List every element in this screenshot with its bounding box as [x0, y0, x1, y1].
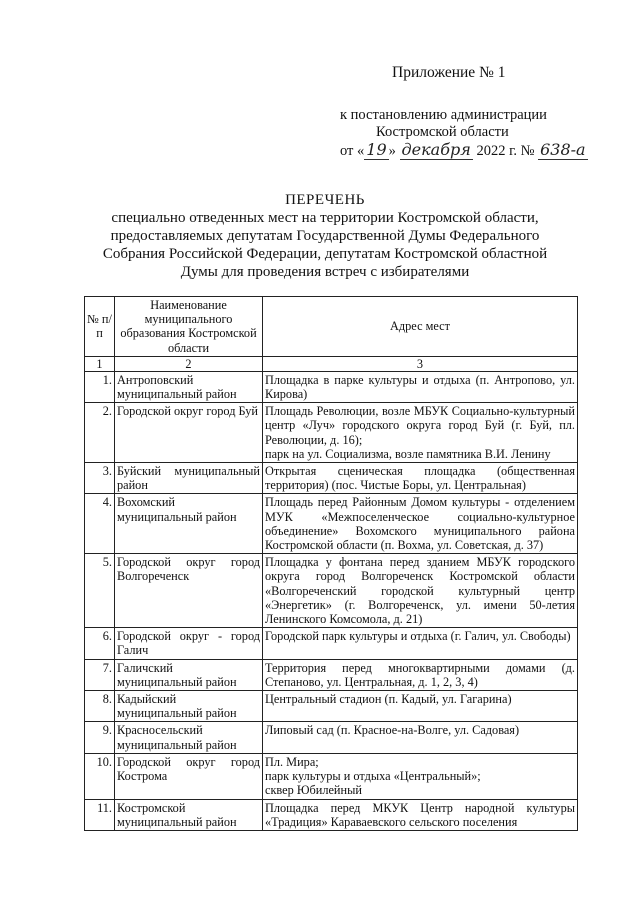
municipality-name: Кадыйский муниципальный район: [115, 691, 263, 722]
address-line: Городской парк культуры и отдыха (г. Галич, ул. Свободы): [265, 629, 571, 644]
municipality-name: Галичский муниципальный район: [115, 659, 263, 690]
address-line: Площадь Революции, возле МБУК Социально-культурный центр «Луч» городского округа город Буй (г. Буй, пл. Революции, д. 16);: [265, 404, 575, 447]
header-num: № п/п: [85, 297, 115, 357]
document-title: [90, 191, 560, 281]
address-line: сквер Юбилейный: [265, 783, 362, 798]
address-cell: [263, 628, 578, 659]
municipality-name: Городской округ город Кострома: [115, 753, 263, 799]
header-address: Адрес мест: [263, 297, 578, 357]
municipality-name: Костромской муниципальный район: [115, 799, 263, 830]
table-row: [85, 463, 578, 494]
row-number: 2.: [85, 403, 115, 463]
table-row: [85, 554, 578, 628]
decree-number-handwritten: 638-а: [540, 140, 586, 159]
index-cell: 2: [115, 356, 263, 371]
address-cell: [263, 799, 578, 830]
row-number: 8.: [85, 691, 115, 722]
row-number: 10.: [85, 753, 115, 799]
table-row: [85, 722, 578, 753]
row-number: 7.: [85, 659, 115, 690]
address-line: Площадка перед МКУК Центр народной культуры «Традиция» Караваевского сельского поселения: [265, 800, 575, 829]
appendix-label: Приложение № 1: [392, 64, 506, 81]
address-line: Открытая сценическая площадка (общественная территория) (пос. Чистые Боры, ул. Центральная): [265, 464, 575, 493]
decree-line-2: Костромской области: [376, 124, 509, 140]
date-mid: »: [388, 143, 396, 159]
date-day-handwritten: 19: [366, 140, 387, 159]
row-number: 5.: [85, 554, 115, 628]
row-number: 6.: [85, 628, 115, 659]
date-prefix: от «: [340, 143, 365, 159]
row-number: 11.: [85, 799, 115, 830]
municipality-name: Антроповский муниципальный район: [115, 371, 263, 402]
municipality-name: Вохомский муниципальный район: [115, 494, 263, 554]
title-heading: ПЕРЕЧЕНЬ: [285, 192, 365, 208]
row-number: 4.: [85, 494, 115, 554]
places-table: [84, 296, 578, 831]
address-cell: [263, 463, 578, 494]
table-row: [85, 628, 578, 659]
municipality-name: Городской округ - город Галич: [115, 628, 263, 659]
date-year: 2022 г. №: [476, 143, 535, 159]
table-index-row: [85, 356, 578, 371]
row-number: 1.: [85, 371, 115, 402]
table-row: [85, 659, 578, 690]
address-cell: [263, 403, 578, 463]
municipality-name: Буйский муниципальный район: [115, 463, 263, 494]
table-row: [85, 753, 578, 799]
decree-line-1: к постановлению администрации: [340, 107, 547, 123]
address-cell: [263, 371, 578, 402]
table-row: [85, 403, 578, 463]
table-row: [85, 371, 578, 402]
address-line: Площадка в парке культуры и отдыха (п. Антропово, ул. Кирова): [265, 372, 575, 402]
address-line: парк культуры и отдыха «Центральный»;: [265, 769, 481, 784]
address-line: Липовый сад (п. Красное-на-Волге, ул. Садовая): [265, 723, 520, 738]
table-row: [85, 799, 578, 830]
address-cell: [263, 691, 578, 722]
index-cell: 1: [85, 356, 115, 371]
table-row: [85, 691, 578, 722]
address-line: Территория перед многоквартирными домами (д. Степаново, ул. Центральная, д. 1, 2, 3, 4): [265, 660, 575, 689]
address-cell: [263, 554, 578, 628]
decree-reference: [340, 107, 590, 160]
index-cell: 3: [263, 356, 578, 371]
title-line-2: предоставляемых депутатам Государственной Думы Федерального: [110, 228, 540, 244]
header-municipality: Наименование муниципального образования Костромской области: [115, 297, 263, 357]
municipality-name: Красносельский муниципальный район: [115, 722, 263, 753]
date-month-handwritten: декабря: [401, 140, 471, 159]
address-cell: [263, 494, 578, 554]
table-row: [85, 494, 578, 554]
address-cell: [263, 722, 578, 753]
address-line: Пл. Мира;: [265, 754, 319, 769]
title-line-3: Собрания Российской Федерации, депутатам Костромской областной: [102, 246, 548, 262]
municipality-name: Городской округ город Волгореченск: [115, 554, 263, 628]
address-line: Центральный стадион (п. Кадый, ул. Гагарина): [265, 692, 512, 707]
municipality-name: Городской округ город Буй: [115, 403, 263, 463]
title-line-4: Думы для проведения встреч с избирателями: [180, 264, 470, 280]
address-cell: [263, 659, 578, 690]
table-header-row: [85, 297, 578, 357]
address-line: Площадка у фонтана перед зданием МБУК городского округа город Волгореченск Костромской области «Волгореченский городской культурный центр «Энергетик» (г. Волгореченск, ул. имени 50-летия Ленинского Комсомола, д. 21): [265, 555, 575, 627]
address-line: парк на ул. Социализма, возле памятника В.И. Ленину: [265, 446, 551, 461]
decree-date-line: [340, 141, 590, 160]
row-number: 9.: [85, 722, 115, 753]
address-cell: [263, 753, 578, 799]
address-line: Площадь перед Районным Домом культуры - отделением МУК «Межпоселенческое социально-культурное объединение» Вохомского муниципального района Костромской области (п. Вохма, ул. Советская, д. 37): [265, 495, 575, 553]
title-line-1: специально отведенных мест на территории Костромской области,: [111, 210, 539, 226]
row-number: 3.: [85, 463, 115, 494]
